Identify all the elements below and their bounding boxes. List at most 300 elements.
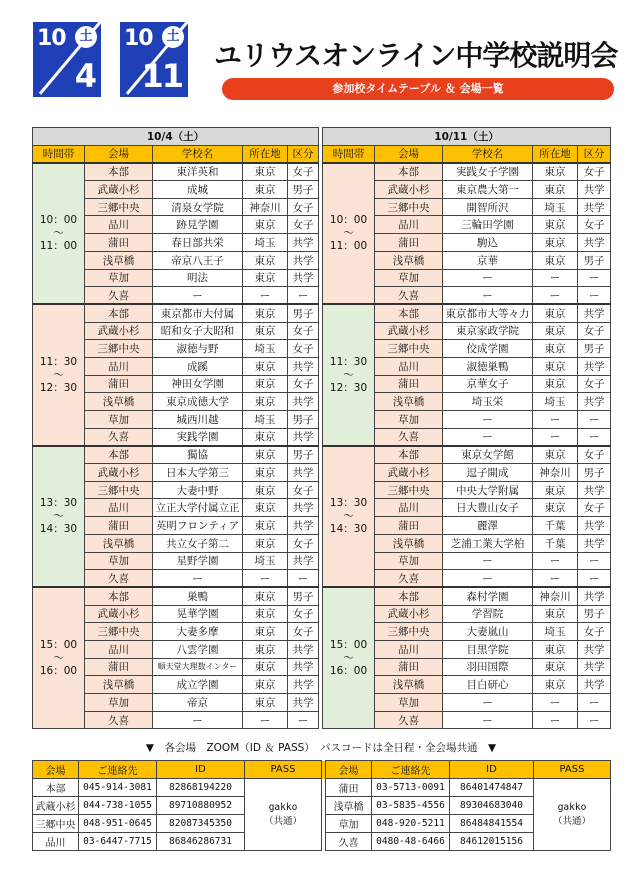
- school-cell: 成蹊: [153, 357, 243, 375]
- category-cell: 共学: [578, 587, 611, 605]
- zoom-id[interactable]: 82087345350: [157, 815, 245, 833]
- column-header: 時間帯: [323, 145, 375, 163]
- location-cell: 東京: [243, 623, 288, 641]
- table-row: [33, 357, 611, 375]
- zoom-row: [33, 815, 611, 833]
- location-cell: 東京: [243, 375, 288, 393]
- school-cell: 帝京八王子: [153, 251, 243, 269]
- table-row: [33, 181, 611, 199]
- spacer: [319, 694, 323, 712]
- spacer: [319, 411, 323, 429]
- table-row: [33, 198, 611, 216]
- school-cell: 東京女学館: [443, 446, 533, 464]
- venue-cell: 品川: [85, 216, 153, 234]
- column-header: 時間帯: [33, 145, 85, 163]
- venue-cell: 品川: [85, 357, 153, 375]
- school-cell: 森村学園: [443, 587, 533, 605]
- venue-cell: 久喜: [375, 711, 443, 729]
- table-row: [33, 464, 611, 482]
- location-cell: 東京: [243, 393, 288, 411]
- category-cell: 共学: [578, 517, 611, 535]
- location-cell: 埼玉: [243, 234, 288, 252]
- spacer: [319, 234, 323, 252]
- spacer: [319, 357, 323, 375]
- table-row: [33, 676, 611, 694]
- school-cell: ー: [443, 287, 533, 305]
- school-cell: 東京成徳大学: [153, 393, 243, 411]
- venue-cell: 本部: [375, 446, 443, 464]
- venue-cell: 品川: [85, 640, 153, 658]
- location-cell: 東京: [243, 251, 288, 269]
- column-header: 区分: [288, 145, 319, 163]
- date-badge-oct4: [33, 22, 101, 97]
- page-title: ユリウスオンライン中学校説明会: [214, 39, 618, 72]
- venue-cell: 三郷中央: [85, 623, 153, 641]
- school-cell: 立正大学付属立正: [153, 499, 243, 517]
- category-cell: 共学: [288, 517, 319, 535]
- badge-month: 10: [37, 26, 66, 51]
- venue-cell: 品川: [85, 499, 153, 517]
- time-slot: 13：30 〜 14：30: [323, 446, 375, 588]
- category-cell: 女子: [578, 623, 611, 641]
- date-badge-oct11: [120, 22, 188, 97]
- location-cell: 東京: [533, 605, 578, 623]
- location-cell: ー: [243, 287, 288, 305]
- table-row: [33, 322, 611, 340]
- venue-cell: 三郷中央: [85, 198, 153, 216]
- category-cell: 共学: [578, 534, 611, 552]
- spacer: [319, 499, 323, 517]
- school-cell: ー: [443, 711, 533, 729]
- school-cell: 京華: [443, 251, 533, 269]
- venue-cell: 浅草橋: [85, 676, 153, 694]
- column-header: 会場: [85, 145, 153, 163]
- location-cell: 東京: [533, 234, 578, 252]
- timetable: [32, 127, 611, 729]
- zoom-id[interactable]: 86484841554: [450, 815, 534, 833]
- location-cell: 埼玉: [533, 198, 578, 216]
- venue-cell: 三郷中央: [85, 340, 153, 358]
- category-cell: 共学: [288, 499, 319, 517]
- category-cell: 共学: [288, 464, 319, 482]
- column-header: 会場: [375, 145, 443, 163]
- venue-cell: 浅草橋: [85, 251, 153, 269]
- venue-cell: 草加: [375, 411, 443, 429]
- venue-cell: 品川: [375, 357, 443, 375]
- venue-cell: 三郷中央: [375, 623, 443, 641]
- category-cell: 女子: [288, 198, 319, 216]
- category-cell: 女子: [288, 375, 319, 393]
- school-cell: 実践学園: [153, 428, 243, 446]
- table-row: [33, 517, 611, 535]
- venue-cell: 草加: [85, 552, 153, 570]
- zoom-column-header: PASS: [245, 761, 322, 779]
- location-cell: 東京: [243, 304, 288, 322]
- venue-cell: 三郷中央: [375, 198, 443, 216]
- spacer: [319, 711, 323, 729]
- venue-cell: 三郷中央: [85, 481, 153, 499]
- category-cell: 女子: [288, 481, 319, 499]
- location-cell: 東京: [243, 181, 288, 199]
- venue-cell: 蒲田: [85, 658, 153, 676]
- venue-cell: 久喜: [85, 570, 153, 588]
- category-cell: 女子: [578, 216, 611, 234]
- category-cell: 男子: [578, 251, 611, 269]
- location-cell: ー: [533, 570, 578, 588]
- school-cell: ー: [443, 428, 533, 446]
- venue-cell: 蒲田: [375, 517, 443, 535]
- location-cell: 東京: [533, 676, 578, 694]
- spacer: [319, 340, 323, 358]
- spacer: [319, 676, 323, 694]
- day-header-row: [33, 128, 611, 146]
- spacer: [319, 517, 323, 535]
- spacer: [319, 393, 323, 411]
- column-header: 学校名: [443, 145, 533, 163]
- category-cell: ー: [578, 411, 611, 429]
- venue-cell: 草加: [85, 694, 153, 712]
- time-slot: 15：00 〜 16：00: [323, 587, 375, 729]
- location-cell: 千葉: [533, 517, 578, 535]
- school-cell: 明法: [153, 269, 243, 287]
- venue-cell: 久喜: [85, 711, 153, 729]
- category-cell: 共学: [578, 640, 611, 658]
- zoom-phone: 044-738-1055: [79, 797, 157, 815]
- category-cell: 共学: [288, 357, 319, 375]
- column-header-row: [33, 145, 611, 163]
- column-header: 学校名: [153, 145, 243, 163]
- venue-cell: 久喜: [375, 287, 443, 305]
- location-cell: 東京: [243, 499, 288, 517]
- zoom-phone: 0480-48-6466: [372, 833, 450, 851]
- zoom-column-header: ご連絡先: [372, 761, 450, 779]
- location-cell: 東京: [243, 269, 288, 287]
- venue-cell: 久喜: [375, 570, 443, 588]
- category-cell: 男子: [288, 304, 319, 322]
- venue-cell: 久喜: [375, 428, 443, 446]
- school-cell: 日大豊山女子: [443, 499, 533, 517]
- zoom-header-row: [33, 761, 611, 779]
- badge-weekday: 土: [162, 26, 184, 48]
- school-cell: 城西川越: [153, 411, 243, 429]
- zoom-venue: 草加: [326, 815, 372, 833]
- category-cell: 女子: [578, 163, 611, 181]
- school-cell: 神田女学園: [153, 375, 243, 393]
- location-cell: 東京: [243, 446, 288, 464]
- school-cell: 成城: [153, 181, 243, 199]
- category-cell: ー: [288, 711, 319, 729]
- table-row: [33, 481, 611, 499]
- zoom-id[interactable]: 89304683040: [450, 797, 534, 815]
- zoom-id[interactable]: 86846286731: [157, 833, 245, 851]
- spacer: [319, 481, 323, 499]
- venue-cell: 本部: [85, 587, 153, 605]
- venue-cell: 浅草橋: [375, 534, 443, 552]
- school-cell: 八雲学園: [153, 640, 243, 658]
- table-row: [33, 534, 611, 552]
- category-cell: 共学: [288, 251, 319, 269]
- badge-weekday: 土: [75, 26, 97, 48]
- venue-cell: 浅草橋: [375, 393, 443, 411]
- venue-cell: 三郷中央: [375, 340, 443, 358]
- zoom-venue: 三郷中央: [33, 815, 79, 833]
- table-row: [33, 499, 611, 517]
- location-cell: 東京: [533, 481, 578, 499]
- zoom-column-header: ご連絡先: [79, 761, 157, 779]
- venue-cell: 蒲田: [85, 517, 153, 535]
- school-cell: 巣鴨: [153, 587, 243, 605]
- school-cell: ー: [443, 694, 533, 712]
- column-header: 所在地: [243, 145, 288, 163]
- venue-cell: 本部: [85, 163, 153, 181]
- category-cell: 女子: [578, 375, 611, 393]
- school-cell: 開智所沢: [443, 198, 533, 216]
- venue-cell: 久喜: [85, 428, 153, 446]
- school-cell: 帝京: [153, 694, 243, 712]
- category-cell: ー: [578, 694, 611, 712]
- column-header: 区分: [578, 145, 611, 163]
- category-cell: 共学: [578, 481, 611, 499]
- category-cell: ー: [578, 570, 611, 588]
- badge-day: 11: [141, 57, 182, 95]
- school-cell: 中央大学附属: [443, 481, 533, 499]
- location-cell: 東京: [243, 163, 288, 181]
- location-cell: 東京: [243, 658, 288, 676]
- table-row: [33, 340, 611, 358]
- venue-cell: 武蔵小杉: [85, 322, 153, 340]
- school-cell: 大妻嵐山: [443, 623, 533, 641]
- category-cell: 共学: [578, 234, 611, 252]
- location-cell: 東京: [533, 357, 578, 375]
- table-row: [33, 587, 611, 605]
- venue-cell: 草加: [85, 269, 153, 287]
- zoom-phone: 03-6447-7715: [79, 833, 157, 851]
- school-cell: 東洋英和: [153, 163, 243, 181]
- location-cell: 東京: [243, 640, 288, 658]
- category-cell: ー: [288, 287, 319, 305]
- school-cell: ー: [153, 570, 243, 588]
- category-cell: 共学: [288, 393, 319, 411]
- category-cell: 女子: [288, 216, 319, 234]
- venue-cell: 浅草橋: [85, 534, 153, 552]
- category-cell: 共学: [578, 393, 611, 411]
- venue-cell: 品川: [375, 640, 443, 658]
- zoom-id[interactable]: 84612015156: [450, 833, 534, 851]
- location-cell: 千葉: [533, 534, 578, 552]
- location-cell: ー: [533, 694, 578, 712]
- category-cell: 共学: [288, 694, 319, 712]
- school-cell: 昭和女子大昭和: [153, 322, 243, 340]
- location-cell: ー: [533, 711, 578, 729]
- zoom-id[interactable]: 86401474847: [450, 779, 534, 797]
- school-cell: 星野学園: [153, 552, 243, 570]
- spacer: [319, 216, 323, 234]
- category-cell: ー: [578, 711, 611, 729]
- location-cell: 神奈川: [243, 198, 288, 216]
- location-cell: 東京: [243, 605, 288, 623]
- school-cell: 淑徳巣鴨: [443, 357, 533, 375]
- category-cell: 男子: [578, 340, 611, 358]
- category-cell: 女子: [288, 605, 319, 623]
- school-cell: 駒込: [443, 234, 533, 252]
- location-cell: 東京: [533, 640, 578, 658]
- table-row: [33, 570, 611, 588]
- venue-cell: 本部: [85, 304, 153, 322]
- day-label: 10/4（土）: [33, 128, 319, 146]
- location-cell: 東京: [533, 340, 578, 358]
- venue-cell: 本部: [375, 587, 443, 605]
- school-cell: 順天堂大理数インター: [153, 658, 243, 676]
- spacer: [319, 658, 323, 676]
- zoom-column-header: ID: [450, 761, 534, 779]
- school-cell: 麗澤: [443, 517, 533, 535]
- venue-cell: 武蔵小杉: [85, 464, 153, 482]
- venue-cell: 浅草橋: [85, 393, 153, 411]
- category-cell: 男子: [578, 605, 611, 623]
- location-cell: 埼玉: [533, 393, 578, 411]
- category-cell: 女子: [288, 322, 319, 340]
- school-cell: 大妻中野: [153, 481, 243, 499]
- school-cell: 東京農大第一: [443, 181, 533, 199]
- school-cell: 京華女子: [443, 375, 533, 393]
- spacer: [319, 181, 323, 199]
- venue-cell: 蒲田: [375, 658, 443, 676]
- zoom-id[interactable]: 89710880952: [157, 797, 245, 815]
- venue-cell: 武蔵小杉: [375, 322, 443, 340]
- category-cell: 共学: [288, 640, 319, 658]
- table-row: [33, 163, 611, 181]
- spacer: [319, 464, 323, 482]
- category-cell: 男子: [288, 446, 319, 464]
- venue-cell: 蒲田: [375, 234, 443, 252]
- category-cell: 女子: [288, 534, 319, 552]
- location-cell: 東京: [533, 163, 578, 181]
- zoom-column-header: PASS: [534, 761, 611, 779]
- time-slot: 10：00 〜 11：00: [33, 163, 85, 305]
- category-cell: 共学: [288, 658, 319, 676]
- school-cell: 晃華学園: [153, 605, 243, 623]
- zoom-id[interactable]: 82868194220: [157, 779, 245, 797]
- location-cell: ー: [533, 552, 578, 570]
- category-cell: 共学: [578, 304, 611, 322]
- spacer: [319, 198, 323, 216]
- school-cell: 跡見学園: [153, 216, 243, 234]
- zoom-venue: 蒲田: [326, 779, 372, 797]
- school-cell: 春日部共栄: [153, 234, 243, 252]
- zoom-venue: 浅草橋: [326, 797, 372, 815]
- location-cell: 東京: [243, 216, 288, 234]
- venue-cell: 本部: [375, 304, 443, 322]
- category-cell: 共学: [578, 181, 611, 199]
- zoom-pass: gakko （共通）: [245, 779, 322, 851]
- time-slot: 13：30 〜 14：30: [33, 446, 85, 588]
- location-cell: 埼玉: [243, 552, 288, 570]
- location-cell: ー: [243, 570, 288, 588]
- venue-cell: 武蔵小杉: [85, 181, 153, 199]
- school-cell: 埼玉栄: [443, 393, 533, 411]
- location-cell: 東京: [243, 676, 288, 694]
- table-row: [33, 605, 611, 623]
- school-cell: 目黒学院: [443, 640, 533, 658]
- table-row: [33, 640, 611, 658]
- table-row: [33, 446, 611, 464]
- spacer: [319, 534, 323, 552]
- venue-cell: 浅草橋: [375, 251, 443, 269]
- location-cell: 東京: [533, 304, 578, 322]
- school-cell: ー: [443, 570, 533, 588]
- spacer: [319, 375, 323, 393]
- location-cell: 埼玉: [533, 623, 578, 641]
- school-cell: 成立学園: [153, 676, 243, 694]
- category-cell: ー: [578, 287, 611, 305]
- location-cell: ー: [533, 428, 578, 446]
- venue-cell: 武蔵小杉: [375, 464, 443, 482]
- location-cell: 東京: [243, 428, 288, 446]
- zoom-phone: 03-5713-0091: [372, 779, 450, 797]
- category-cell: 共学: [578, 357, 611, 375]
- venue-cell: 蒲田: [85, 234, 153, 252]
- venue-cell: 蒲田: [375, 375, 443, 393]
- badge-month: 10: [124, 26, 153, 51]
- page-subtitle: 参加校タイムテーブル ＆ 会場一覧: [222, 78, 614, 100]
- spacer: [319, 605, 323, 623]
- location-cell: 東京: [533, 322, 578, 340]
- time-slot: 11：30 〜 12：30: [33, 304, 85, 446]
- venue-cell: 浅草橋: [375, 676, 443, 694]
- location-cell: 東京: [533, 375, 578, 393]
- category-cell: 共学: [578, 198, 611, 216]
- school-cell: ー: [153, 711, 243, 729]
- category-cell: 共学: [288, 676, 319, 694]
- category-cell: ー: [578, 269, 611, 287]
- spacer: [319, 322, 323, 340]
- table-row: [33, 234, 611, 252]
- venue-cell: 本部: [375, 163, 443, 181]
- school-cell: ー: [153, 287, 243, 305]
- category-cell: ー: [288, 570, 319, 588]
- category-cell: 男子: [288, 411, 319, 429]
- category-cell: 女子: [288, 163, 319, 181]
- zoom-column-header: ID: [157, 761, 245, 779]
- location-cell: 東京: [243, 464, 288, 482]
- spacer: [319, 428, 323, 446]
- school-cell: 大妻多摩: [153, 623, 243, 641]
- table-row: [33, 552, 611, 570]
- school-cell: 清泉女学院: [153, 198, 243, 216]
- school-cell: 目白研心: [443, 676, 533, 694]
- zoom-note: ▼ 各会場 ZOOM（ID ＆ PASS） パスコードは全日程・全会場共通 ▼: [145, 742, 497, 754]
- venue-cell: 武蔵小杉: [85, 605, 153, 623]
- venue-cell: 草加: [375, 552, 443, 570]
- school-cell: ー: [443, 552, 533, 570]
- venue-cell: 草加: [375, 694, 443, 712]
- location-cell: 東京: [243, 357, 288, 375]
- venue-cell: 武蔵小杉: [375, 605, 443, 623]
- zoom-column-header: 会場: [326, 761, 372, 779]
- table-row: [33, 711, 611, 729]
- category-cell: 共学: [288, 552, 319, 570]
- spacer: [319, 570, 323, 588]
- table-row: [33, 375, 611, 393]
- location-cell: 東京: [243, 694, 288, 712]
- location-cell: ー: [243, 711, 288, 729]
- category-cell: ー: [578, 552, 611, 570]
- zoom-venue: 武蔵小杉: [33, 797, 79, 815]
- school-cell: 羽田国際: [443, 658, 533, 676]
- school-cell: 逗子開成: [443, 464, 533, 482]
- spacer: [319, 287, 323, 305]
- table-row: [33, 269, 611, 287]
